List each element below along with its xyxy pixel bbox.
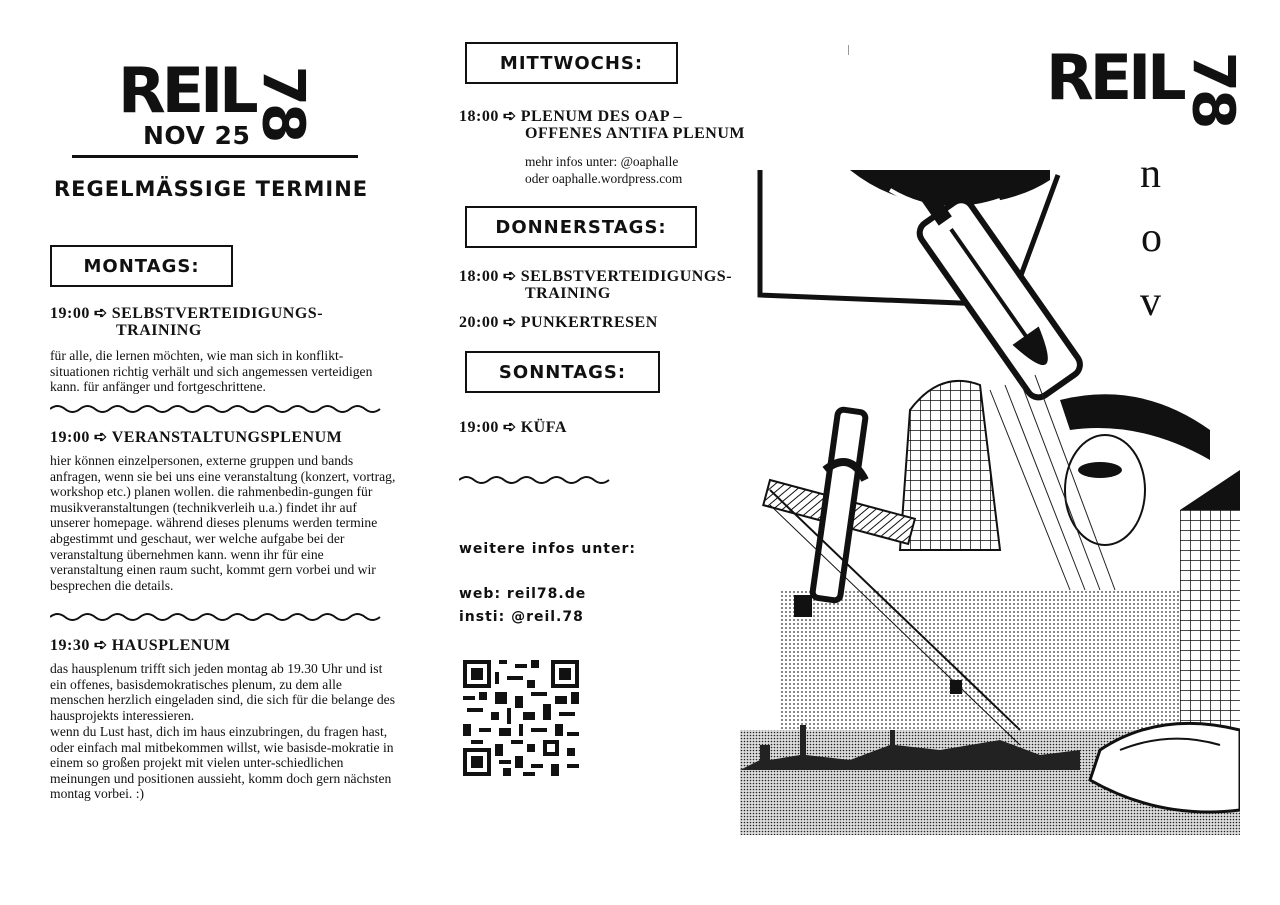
mittwochs-box: MITTWOCHS: <box>465 42 678 84</box>
event-donnerstag-1-heading <box>459 268 759 302</box>
donnerstags-box: DONNERSTAGS: <box>465 206 697 248</box>
event-title-cont: TRAINING <box>116 322 202 339</box>
event-montag-2-text: hier können einzelpersonen, externe gruppen und bands anfragen, wenn sie bei uns eine veranstaltung (konzert, vortrag, workshop etc.) planen wollen. die rahmenbedin-gungen für musikveranstaltungen (technikverleih u.a.) findet ihr auf unserer homepage. während dieses plenums werden termine abgestimmt und geschaut, wer welche aufgabe bei der veranstaltung übernehmen kann. wenn ihr für eine veranstaltung einen raum sucht, kommt gern vorbei und wir besprechen die details. <box>50 453 396 593</box>
right-panel <box>740 0 1280 905</box>
event-title-cont: OFFENES ANTIFA PLENUM <box>525 125 745 142</box>
arrow-icon: ➪ <box>502 108 517 125</box>
event-title: SELBSTVERTEIDIGUNGS- <box>111 305 324 322</box>
arrow-icon: ➪ <box>93 637 108 654</box>
event-title: KÜFA <box>520 419 567 436</box>
event-title: HAUSPLENUM <box>111 637 231 654</box>
event-montag-2-heading <box>50 429 390 446</box>
arrow-icon: ➪ <box>93 429 108 446</box>
arrow-icon: ➪ <box>502 268 517 285</box>
qr-code[interactable] <box>463 660 579 776</box>
event-time: 19:00 <box>50 305 90 322</box>
event-montag-3-text: das hausplenum trifft sich jeden montag ab 19.30 Uhr und ist ein offenes, basisdemokratisches plenum, zu dem alle menschen herzlich eingeladen sind, die sich für die belange des hausprojekts interessieren. <box>50 661 396 723</box>
cover-month-letter: o <box>1141 215 1162 261</box>
left-panel <box>0 0 430 905</box>
wave-divider <box>50 611 382 623</box>
cover-logo-number: 78 <box>1179 51 1248 127</box>
section-title: REGELMÄSSIGE TERMINE <box>54 177 369 201</box>
middle-panel <box>440 0 750 905</box>
logo-number: 78 <box>249 65 318 141</box>
cover-month-letter: n <box>1140 151 1161 197</box>
event-montag-1-text: für alle, die lernen möchten, wie man sich in konflikt-situationen richtig verhält und sich angemessen verteidigen kann. für anfänger und fortgeschrittene. <box>50 348 373 395</box>
event-time: 19:00 <box>50 429 90 446</box>
event-montag-3-text-2: wenn du Lust hast, dich im haus einzubringen, du fragen hast, oder einfach mal mitbekommen willst, wie basisde-mokratie in einem so großen projekt mit vielen unter-schiedlichen meinungen und positionen aussieht, komm doch gern nächsten montag vorbei. :) <box>50 724 394 802</box>
mittwoch-info-1: mehr infos unter: @oaphalle <box>525 154 679 169</box>
event-title: VERANSTALTUNGSPLENUM <box>111 429 343 446</box>
event-title: SELBSTVERTEIDIGUNGS- <box>520 268 733 285</box>
event-donnerstag-2-heading <box>459 314 759 331</box>
event-montag-3-heading <box>50 637 390 654</box>
sonntags-box: SONNTAGS: <box>465 351 660 393</box>
logo-underline <box>72 155 358 158</box>
cover-logo-word: REIL <box>1046 41 1183 114</box>
logo-date: NOV 25 <box>143 121 251 150</box>
event-time: 19:30 <box>50 637 90 654</box>
footer-insta: insti: @reil.78 <box>459 609 584 625</box>
event-title: PLENUM DES OAP – <box>520 108 683 125</box>
footer-heading: weitere infos unter: <box>459 541 636 557</box>
event-title: PUNKERTRESEN <box>520 314 658 331</box>
arrow-icon: ➪ <box>502 314 517 331</box>
event-time: 18:00 <box>459 268 499 285</box>
wave-divider <box>50 403 382 415</box>
mittwoch-info-2: oder oaphalle.wordpress.com <box>525 171 683 186</box>
arrow-icon: ➪ <box>93 305 108 322</box>
logo-word: REIL <box>118 54 255 127</box>
event-title-cont: TRAINING <box>525 285 611 302</box>
fold-mark <box>848 45 849 55</box>
event-montag-1-heading <box>50 305 380 339</box>
event-sonntag-heading <box>459 419 759 436</box>
cover-month-letter: v <box>1140 279 1161 325</box>
event-mittwoch-heading <box>459 108 759 142</box>
montags-box: MONTAGS: <box>50 245 233 287</box>
event-time: 19:00 <box>459 419 499 436</box>
event-time: 18:00 <box>459 108 499 125</box>
arrow-icon: ➪ <box>502 419 517 436</box>
footer-web: web: reil78.de <box>459 586 587 602</box>
event-time: 20:00 <box>459 314 499 331</box>
collage-illustration <box>740 170 1240 835</box>
wave-divider <box>459 474 615 486</box>
